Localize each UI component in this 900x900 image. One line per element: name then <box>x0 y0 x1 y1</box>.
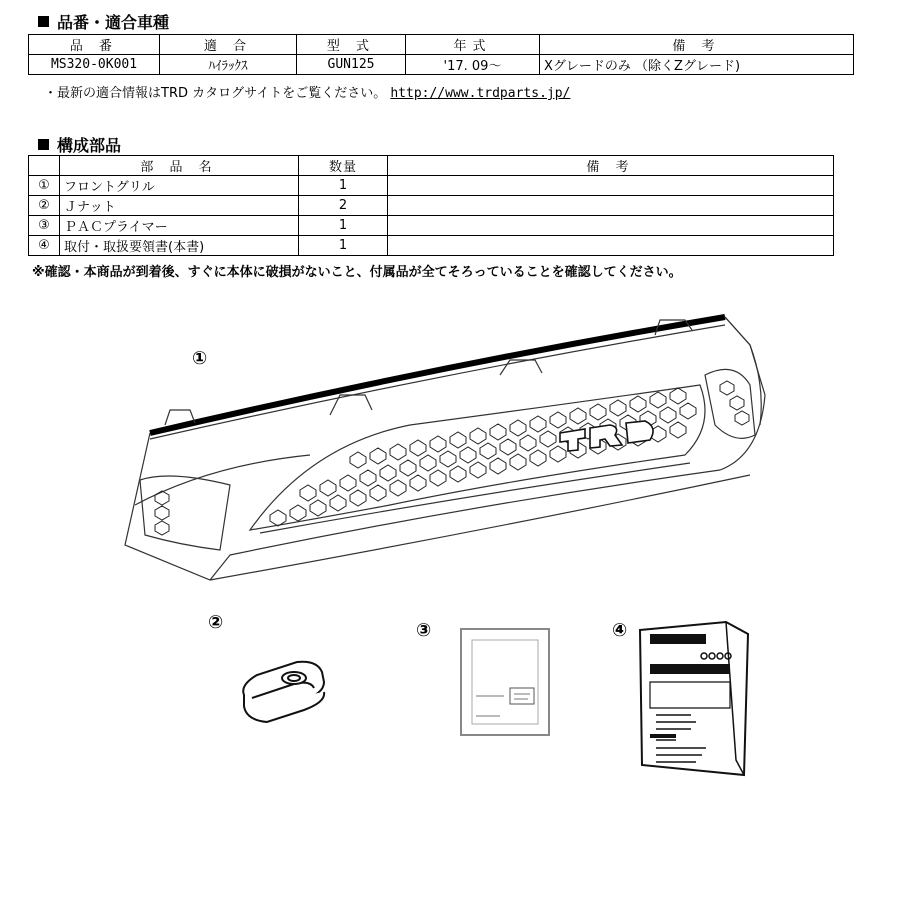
header-part-name: 部 品 名 <box>60 156 299 176</box>
catalog-note-text: ・最新の適合情報はTRD カタログサイトをご覧ください。 <box>44 86 387 101</box>
figure-label-3: ③ <box>416 620 432 641</box>
cell-model-code: GUN125 <box>297 55 406 75</box>
row-name: ＰＡＣプライマー <box>60 216 299 236</box>
row-qty: 1 <box>299 216 388 236</box>
square-bullet-icon <box>38 139 49 150</box>
cell-year: '17. 09～ <box>406 55 540 75</box>
components-header-row <box>29 156 834 176</box>
header-component-remarks: 備 考 <box>388 156 834 176</box>
cell-part-number: MS320-0K001 <box>29 55 160 75</box>
table-row <box>29 236 834 256</box>
row-no: ② <box>29 196 60 216</box>
caution-text: ※確認・本商品が到着後、すぐに本体に破損がないこと、付属品が全てそろっていることを確認してください。 <box>32 265 682 280</box>
header-no <box>29 156 60 176</box>
components-table <box>28 155 834 256</box>
table-row <box>29 196 834 216</box>
row-remark <box>388 236 834 256</box>
header-remarks: 備 考 <box>540 35 854 55</box>
cell-fitment: ﾊｲﾗｯｸｽ <box>160 55 297 75</box>
cell-remarks: Xグレードのみ （除くZグレード) <box>540 55 854 75</box>
figure-label-4: ④ <box>612 620 628 641</box>
front-grille-illustration <box>110 305 790 595</box>
row-no: ③ <box>29 216 60 236</box>
figure-label-2: ② <box>208 612 224 633</box>
header-quantity: 数量 <box>299 156 388 176</box>
section2-title: 構成部品 <box>57 136 122 155</box>
section1-title: 品番・適合車種 <box>57 13 170 32</box>
row-name: フロントグリル <box>60 176 299 196</box>
row-name: 取付・取扱要領書(本書) <box>60 236 299 256</box>
figure-label-1: ① <box>192 348 208 369</box>
instruction-manual-illustration <box>636 620 752 780</box>
section-parts-number-heading <box>38 10 169 33</box>
header-model-code: 型 式 <box>297 35 406 55</box>
row-no: ① <box>29 176 60 196</box>
table-row <box>29 216 834 236</box>
row-qty: 1 <box>299 236 388 256</box>
header-part-number: 品 番 <box>29 35 160 55</box>
square-bullet-icon <box>38 16 49 27</box>
fitment-data-row <box>29 55 854 75</box>
row-qty: 2 <box>299 196 388 216</box>
catalog-url-link[interactable]: http://www.trdparts.jp/ <box>390 86 571 101</box>
header-fitment: 適 合 <box>160 35 297 55</box>
row-remark <box>388 196 834 216</box>
header-year: 年式 <box>406 35 540 55</box>
catalog-note <box>44 82 570 101</box>
row-no: ④ <box>29 236 60 256</box>
row-qty: 1 <box>299 176 388 196</box>
fitment-table <box>28 34 854 75</box>
j-nut-illustration <box>232 650 342 730</box>
section-components-heading <box>38 133 121 156</box>
pac-primer-illustration <box>460 628 552 738</box>
row-name: Ｊナット <box>60 196 299 216</box>
table-row <box>29 176 834 196</box>
row-remark <box>388 216 834 236</box>
row-remark <box>388 176 834 196</box>
fitment-header-row <box>29 35 854 55</box>
